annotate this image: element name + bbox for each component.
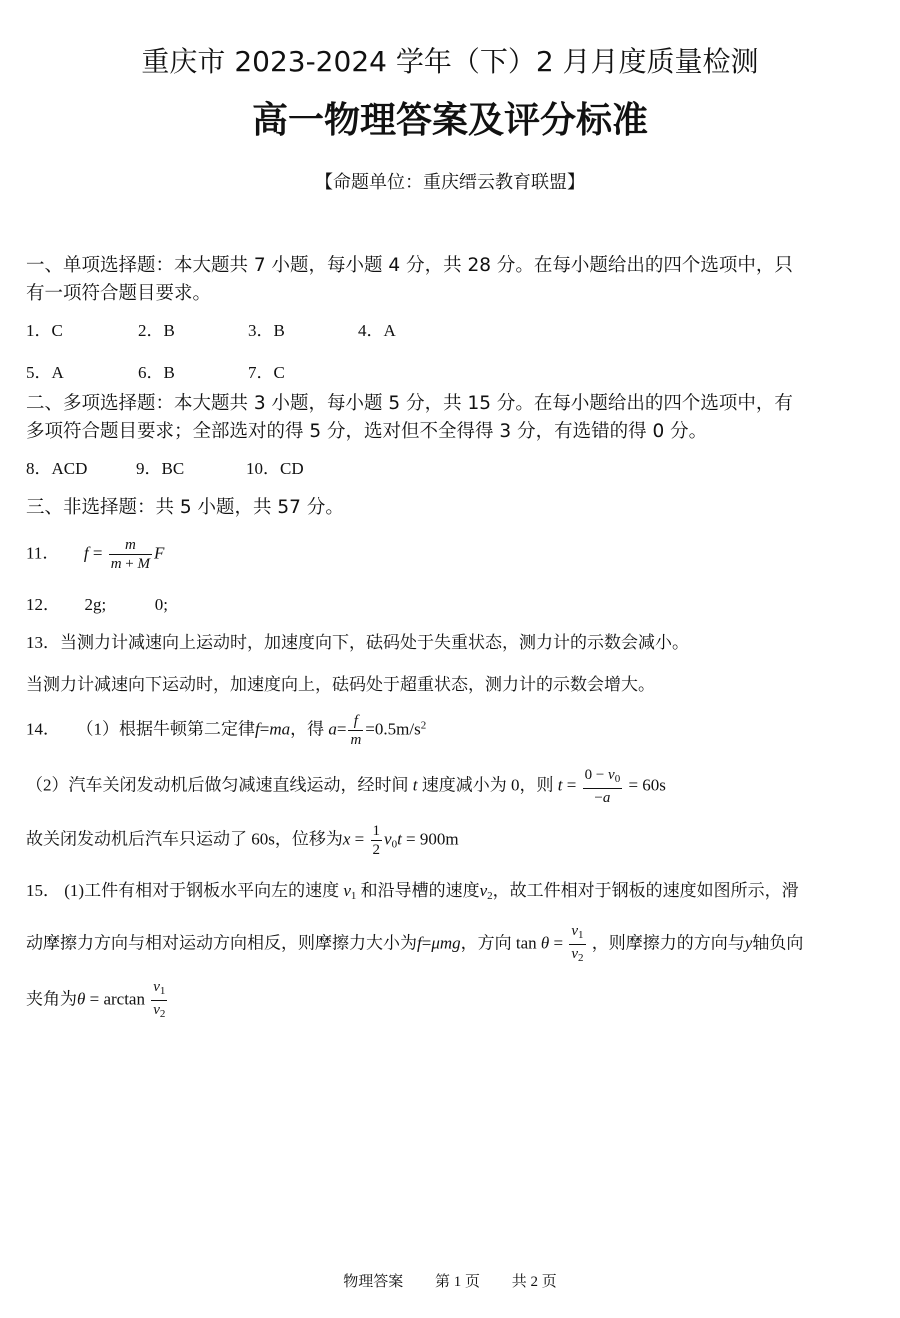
q15-tan-fraction: $\frac{v_1}{v_2}$ [571,923,584,964]
answer-6: 6．B [138,363,175,382]
section1-heading: 一、单项选择题：本大题共 7 小题，每小题 4 分，共 28 分。在每小题给出的四个选项中，只 有一项符合题目要求。 [26,255,793,304]
answer-5: 5．A [26,363,64,382]
q15-line1: 15． (1)工件有相对于钢板水平向左的速度 $v_1$ 和沿导槽的速度$v_2$，故工件相对于钢板的速度如图所示，滑 [26,881,799,902]
q14-half-fraction: $\frac{1}{2}$ [372,823,381,858]
answer-key-title: 高一物理答案及评分标准 [251,100,648,141]
q14-part2: （2）汽车关闭发动机后做匀减速直线运动，经时间 t 速度减小为 0，则 t = $\frac{0 - v_0}{-a}$ = 60s [26,767,666,806]
q14-time-fraction: $\frac{0 - v_0}{-a}$ [584,767,621,806]
answer-2: 2．B [138,321,175,340]
footer-page-number: 第 1 页 [434,1274,480,1290]
q14-accel-fraction: $\frac{f}{m}$ [350,713,362,748]
q12-answer: 12． 2g; 0; [26,595,168,614]
exam-title: 重庆市 2023-2024 学年（下）2 月月度质量检测 [141,45,759,78]
author-unit: 【命题单位：重庆缙云教育联盟】 [315,172,585,193]
q15-line2: 动摩擦力方向与相对运动方向相反，则摩擦力大小为f=μmg，方向 tan θ = $\frac{v_1}{v_2}$ ，则摩擦力的方向与y轴负向 [26,922,803,967]
footer-total-pages: 共 2 页 [511,1274,557,1290]
q13-line1: 13．当测力计减速向上运动时，加速度向下，砝码处于失重状态，测力计的示数会减小。 [26,633,689,652]
answer-8: 8．ACD [26,459,88,478]
answer-10: 10．CD [246,459,304,478]
q14-part3: 故关闭发动机后汽车只运动了 60s，位移为x = $\frac{1}{2}$ $v_0t = 900m$ [26,823,459,858]
q13-line2: 当测力计减速向下运动时，加速度向上，砝码处于超重状态，测力计的示数会增大。 [26,675,655,694]
answer-1: 1．C [26,321,63,340]
section2-heading: 二、多项选择题：本大题共 3 小题，每小题 5 分，共 15 分。在每小题给出的四个选项中，有 多项符合题目要求；全部选对的得 5 分，选对但不全得得 3 分，有选错的得 0 分。 [26,393,793,442]
q15-arctan-fraction: $\frac{v_1}{v_2}$ [153,979,166,1020]
answer-9: 9．BC [136,459,185,478]
q14-part1: 14． （1）根据牛顿第二定律f=ma，得 a= $\frac{f}{m}$ $=0.5m/s^2$ [26,713,427,748]
q11-fraction: $\frac{m}{m + M}$ [110,537,151,572]
section3-heading: 三、非选择题：共 5 小题，共 57 分。 [26,497,344,518]
footer-subject: 物理答案 [343,1274,404,1290]
answer-4: 4．A [358,321,396,340]
answer-3: 3．B [248,321,285,340]
q15-line3: 夹角为θ = arctan $\frac{v_1}{v_2}$ [26,978,169,1023]
q11-answer: 11． f = $\frac{m}{m + M}$ F [26,537,165,572]
answer-7: 7．C [248,363,285,382]
page-footer [0,1270,900,1291]
